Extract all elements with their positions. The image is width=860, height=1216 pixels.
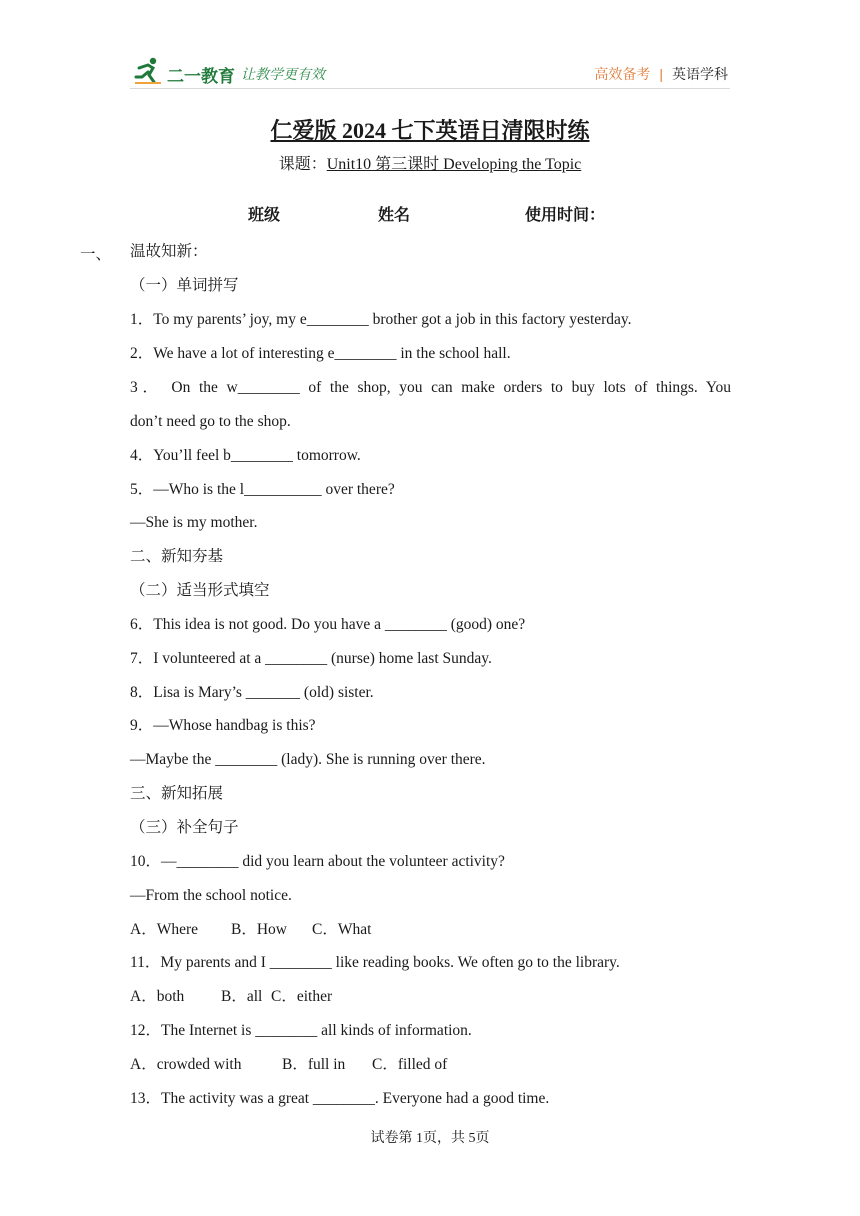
page-footer: 试卷第 1页，共 5页 — [370, 1131, 490, 1146]
question-5-line-1: 5．—Who is the l__________ over there? — [130, 481, 395, 498]
question-12-options — [130, 1055, 447, 1075]
field-class: 班级 — [248, 207, 281, 224]
logo-name: 二一教育 — [167, 67, 235, 86]
page-title: 仁爱版 2024 七下英语日清限时练 — [270, 118, 590, 143]
option: A．Where — [130, 921, 198, 938]
section-2-subtitle: （二）适当形式填空 — [130, 582, 270, 599]
header-separator: | — [659, 66, 663, 82]
page-subtitle — [0, 151, 860, 174]
option: B．How — [231, 921, 287, 938]
option: C．either — [271, 988, 333, 1005]
section-3-subtitle: （三）补全句子 — [130, 819, 239, 836]
option: A．crowded with — [130, 1056, 242, 1073]
question-3-line-1: 3． On the w________ of the shop, you can make orders to buy lots of things. You — [130, 379, 731, 396]
header-divider — [130, 88, 730, 89]
question-4: 4．You’ll feel b________ tomorrow. — [130, 447, 361, 464]
question-10-line-2: —From the school notice. — [130, 887, 292, 904]
question-10-line-1: 10．—________ did you learn about the volunteer activity? — [130, 853, 505, 870]
subtitle-topic: Unit10 第三课时 Developing the Topic — [326, 156, 582, 173]
option: A．both — [130, 988, 185, 1005]
question-13: 13．The activity was a great ________. Everyone had a good time. — [130, 1090, 550, 1107]
option: C．What — [312, 921, 372, 938]
option: B．all — [221, 988, 263, 1005]
question-8: 8．Lisa is Mary’s _______ (old) sister. — [130, 684, 374, 701]
question-6: 6．This idea is not good. Do you have a ________ (good) one? — [130, 616, 526, 633]
field-name: 姓名 — [378, 207, 411, 224]
question-7: 7．I volunteered at a ________ (nurse) home last Sunday. — [130, 650, 492, 667]
option: B．full in — [282, 1056, 346, 1073]
question-2: 2．We have a lot of interesting e________ in the school hall. — [130, 345, 511, 362]
question-10-options — [130, 920, 371, 940]
header-tag-exam: 高效备考 — [594, 66, 651, 82]
question-9-line-1: 9．—Whose handbag is this? — [130, 717, 316, 734]
header-tag-subject: 英语学科 — [672, 66, 728, 82]
section-1-title: 温故知新： — [130, 243, 208, 260]
question-11: 11．My parents and I ________ like reading books. We often go to the library. — [130, 954, 620, 971]
option: C．filled of — [372, 1056, 448, 1073]
question-9-line-2: —Maybe the ________ (lady). She is running over there. — [130, 751, 486, 768]
question-1: 1．To my parents’ joy, my e________ brother got a job in this factory yesterday. — [130, 311, 632, 328]
question-5-line-2: —She is my mother. — [130, 514, 258, 531]
question-3-line-2: don’t need go to the shop. — [130, 413, 291, 430]
section-1-subtitle: （一）单词拼写 — [130, 277, 239, 294]
field-time: 使用时间： — [525, 207, 606, 224]
logo-slogan: 让教学更有效 — [241, 66, 325, 82]
section-3-title: 三、新知拓展 — [130, 785, 224, 802]
runner-icon — [133, 56, 163, 86]
question-12: 12．The Internet is ________ all kinds of information. — [130, 1022, 472, 1039]
section-2-title: 二、新知夯基 — [130, 548, 224, 565]
header-tagline — [594, 64, 728, 84]
subtitle-prefix: 课题： — [278, 156, 327, 173]
section-1-number: 一、 — [80, 246, 112, 263]
question-11-options — [130, 987, 332, 1007]
